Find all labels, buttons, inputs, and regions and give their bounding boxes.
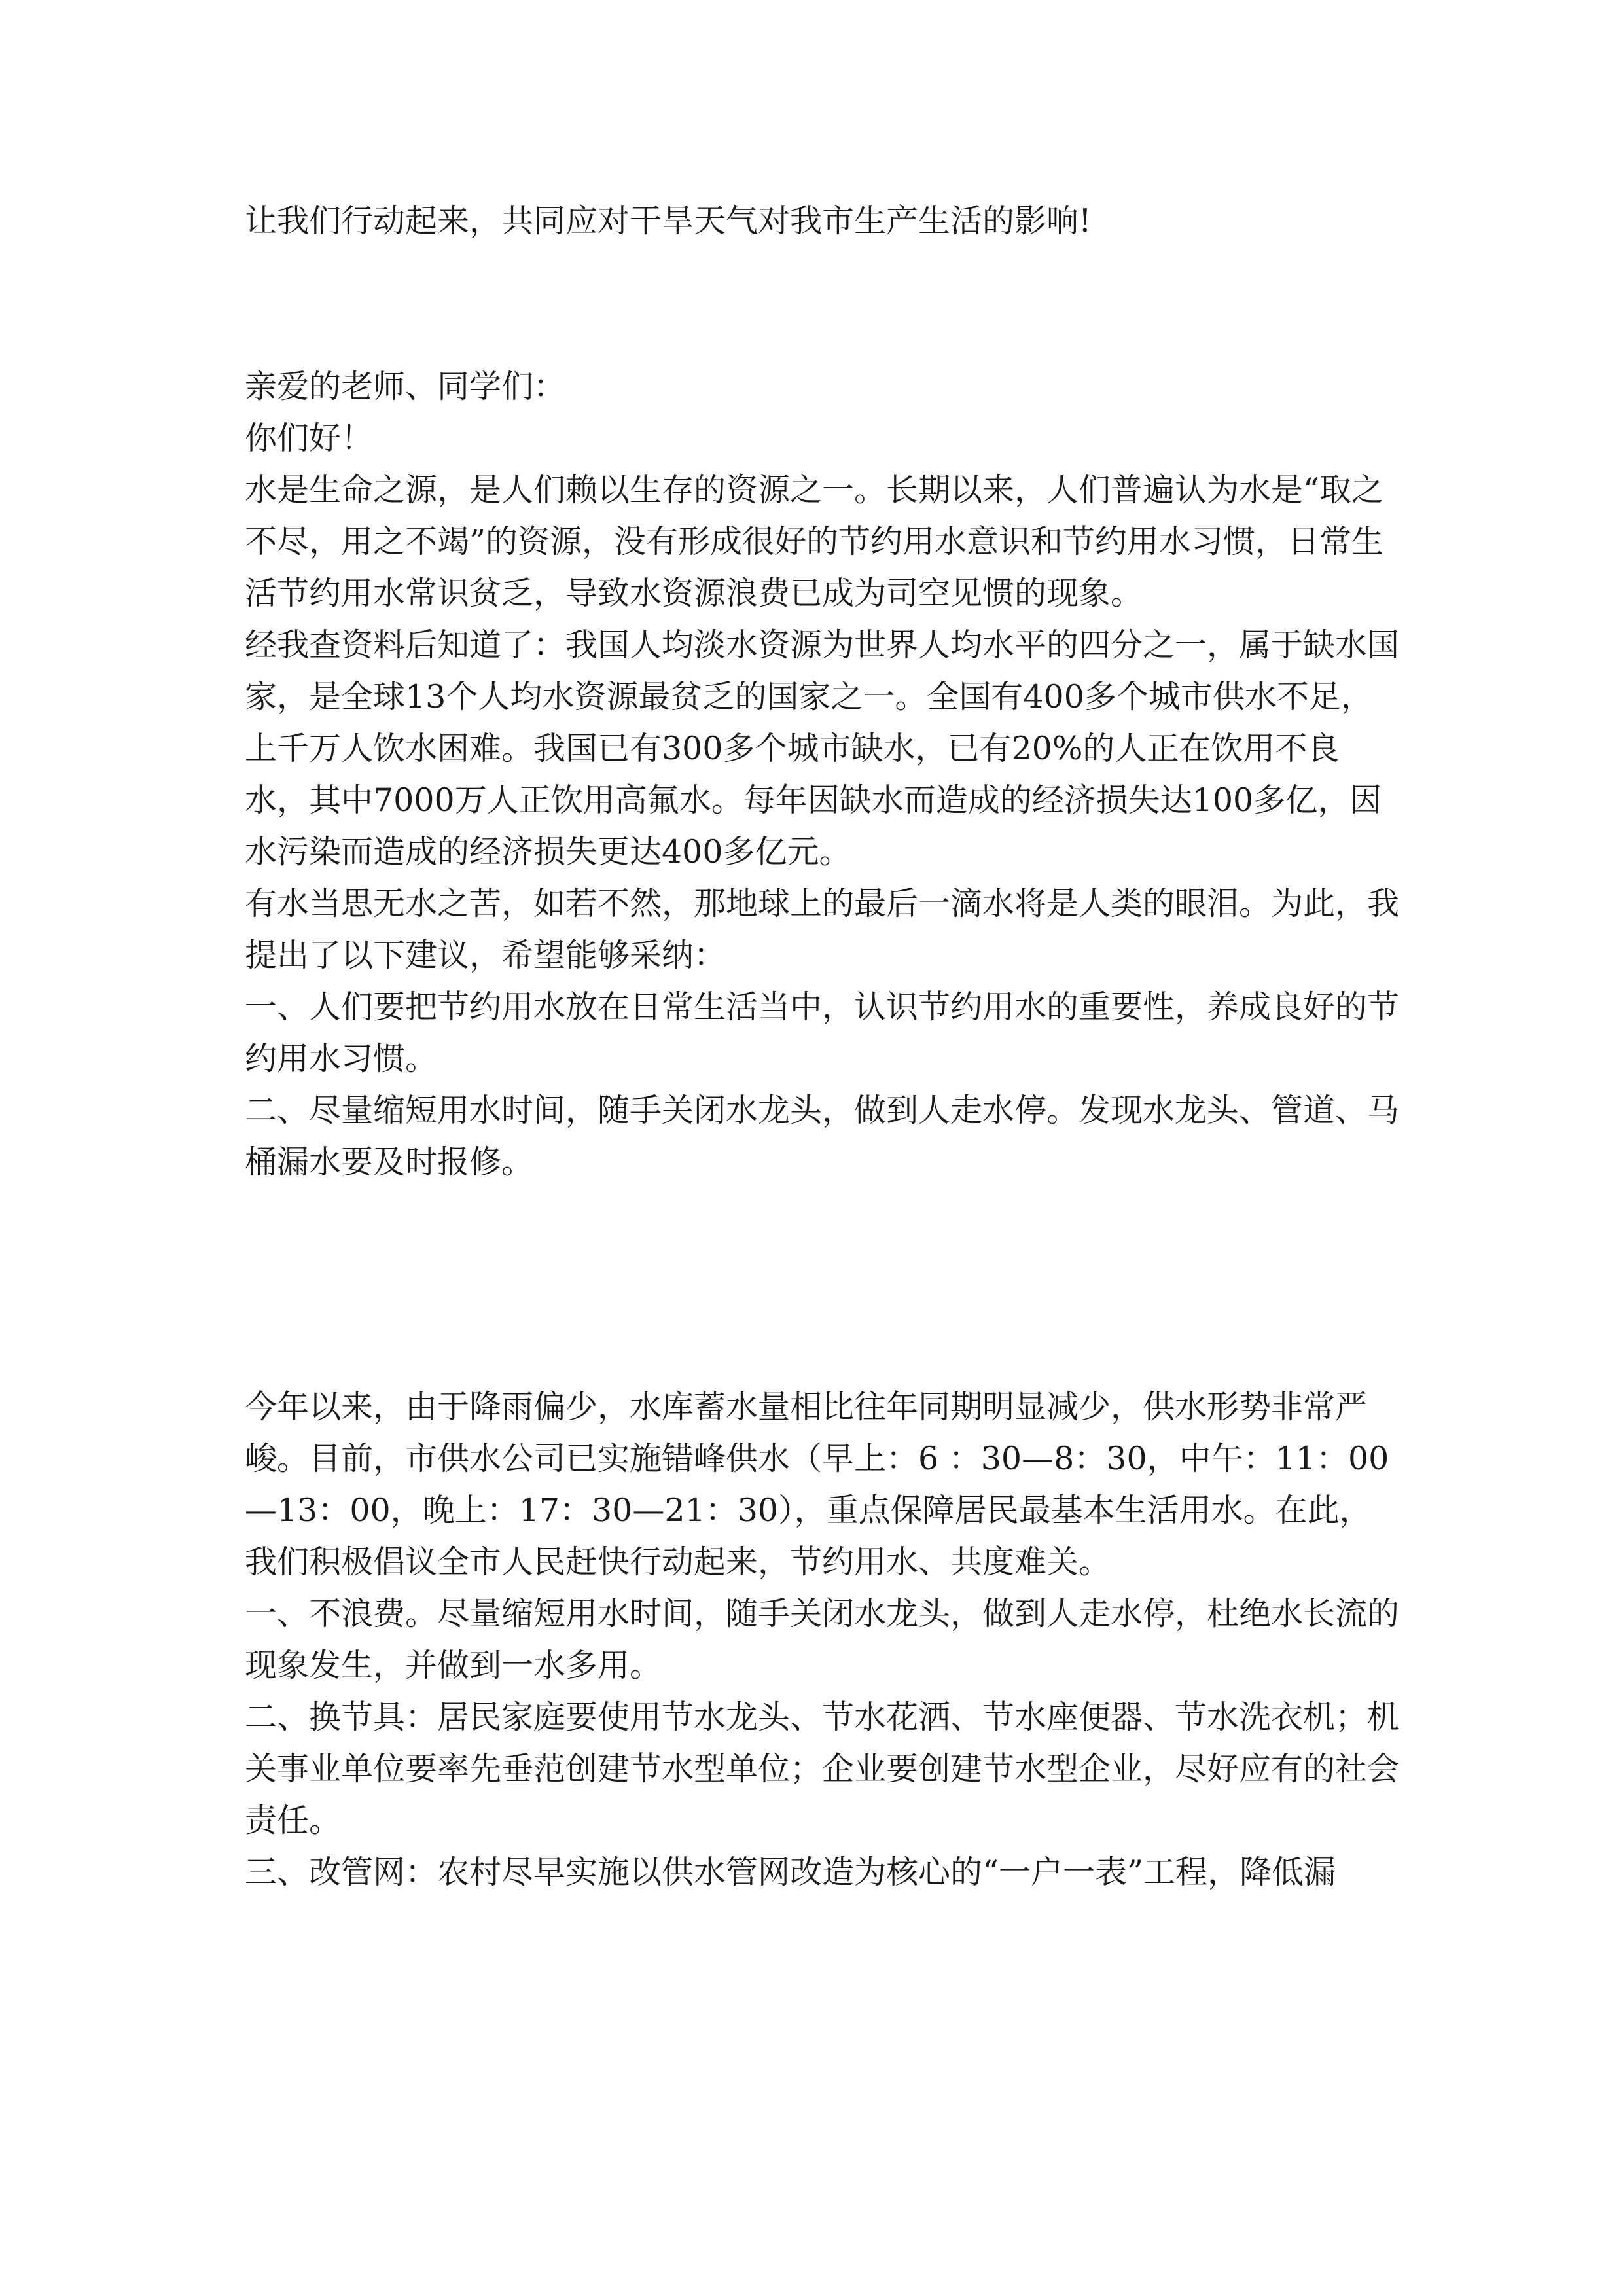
- proposal-letter-section: [245, 361, 1402, 1188]
- intro-section: [245, 195, 1402, 247]
- paragraph: 有水当思无水之苦，如若不然，那地球上的最后一滴水将是人类的眼泪。为此，我提出了以下建议，希望能够采纳：: [245, 885, 1400, 974]
- initiative-section: [245, 1381, 1402, 1898]
- suggestion-item: 二、尽量缩短用水时间，随手关闭水龙头，做到人走水停。发现水龙头、管道、马桶漏水要及时报修。: [245, 1092, 1400, 1181]
- initiative-item: 三、改管网：农村尽早实施以供水管网改造为核心的“一户一表”工程，降低漏: [245, 1854, 1336, 1891]
- initiative-item: 二、换节具：居民家庭要使用节水龙头、节水花洒、节水座便器、节水洗衣机；机关事业单位要率先垂范创建节水型单位；企业要创建节水型企业，尽好应有的社会责任。: [245, 1698, 1400, 1839]
- salutation: 亲爱的老师、同学们：: [245, 368, 566, 405]
- suggestion-item: 一、人们要把节约用水放在日常生活当中，认识节约用水的重要性，养成良好的节约用水习惯。: [245, 988, 1400, 1077]
- greeting: 你们好！: [245, 420, 374, 457]
- paragraph: 经我查资料后知道了：我国人均淡水资源为世界人均水平的四分之一，属于缺水国家，是全球13个人均水资源最贫乏的国家之一。全国有400多个城市供水不足，上千万人饮水困难。我国已有300多个城市缺水，已有20%的人正在饮用不良水，其中7000万人正饮用高氟水。每年因缺水而造成的经济损失达100多亿，因水污染而造成的经济损失更达400多亿元。: [245, 626, 1400, 870]
- paragraph: 水是生命之源，是人们赖以生存的资源之一。长期以来，人们普遍认为水是“取之不尽，用之不竭”的资源，没有形成很好的节约用水意识和节约用水习惯，日常生活节约用水常识贫乏，导致水资源浪费已成为司空见惯的现象。: [245, 471, 1384, 612]
- paragraph: 今年以来，由于降雨偏少，水库蓄水量相比往年同期明显减少，供水形势非常严峻。目前，市供水公司已实施错峰供水（早上：6 ：30—8：30，中午：11：00—13：00，晚上：17：30—21：30），重点保障居民最基本生活用水。在此，我们积极倡议全市人民赶快行动起来，节约用水、共度难关。: [245, 1388, 1389, 1581]
- paragraph: 让我们行动起来，共同应对干旱天气对我市生产生活的影响!: [245, 202, 1092, 240]
- initiative-item: 一、不浪费。尽量缩短用水时间，随手关闭水龙头，做到人走水停，杜绝水长流的现象发生，并做到一水多用。: [245, 1595, 1400, 1684]
